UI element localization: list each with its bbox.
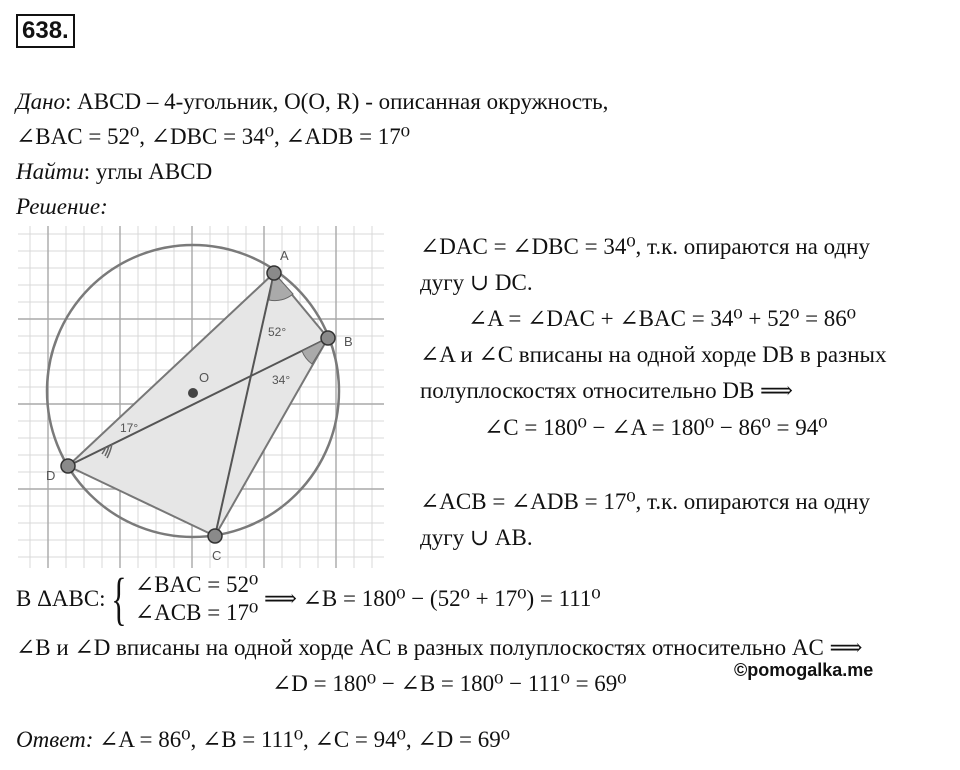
problem-number: 638.	[16, 14, 75, 48]
find-text: : углы ABCD	[83, 159, 213, 184]
system-equations	[135, 571, 258, 627]
right-line-1: ∠DAC = ∠DBC = 34⁰, т.к. опираются на одну	[420, 234, 870, 259]
vertex-c	[208, 529, 222, 543]
given-text-1: : ABCD – 4-угольник, O(O, R) - описанная окружность,	[65, 89, 609, 114]
d-line: ∠D = 180⁰ − ∠B = 180⁰ − 111⁰ = 69⁰	[272, 671, 627, 696]
label-o: O	[199, 370, 210, 385]
system-eq-1: ∠BAC = 52⁰	[134, 572, 259, 597]
vertex-d	[61, 459, 75, 473]
given-line-2: ∠BAC = 52⁰, ∠DBC = 34⁰, ∠ADB = 17⁰	[16, 124, 411, 149]
answer-line	[16, 724, 510, 756]
triangle-result: ⟹ ∠B = 180⁰ − (52⁰ + 17⁰) = 111⁰	[263, 586, 601, 611]
label-angle-17: 17°	[120, 421, 139, 435]
center-point-o	[188, 388, 198, 398]
vertex-b	[321, 331, 335, 345]
label-d: D	[46, 468, 56, 483]
find-line	[16, 156, 212, 188]
given-label: Дано	[16, 89, 66, 114]
right-line-8: дугу ∪ AB.	[420, 525, 533, 550]
label-c: C	[212, 548, 222, 563]
triangle-system	[16, 566, 601, 631]
geometry-figure	[18, 226, 384, 568]
right-line-6: ∠C = 180⁰ − ∠A = 180⁰ − 86⁰ = 94⁰	[484, 415, 828, 440]
system-eq-2: ∠ACB = 17⁰	[134, 600, 259, 625]
right-line-2: дугу ∪ DC.	[420, 270, 533, 295]
bd-line: ∠B и ∠D вписаны на одной хорде AC в разных полуплоскостях относительно AC ⟹	[16, 635, 863, 660]
label-angle-52: 52°	[268, 325, 287, 339]
vertex-a	[267, 266, 281, 280]
label-a: A	[280, 248, 289, 263]
right-line-4: ∠A и ∠C вписаны на одной хорде DB в разных	[420, 342, 887, 367]
watermark: ©pomogalka.me	[734, 660, 874, 680]
answer-label: Ответ:	[16, 727, 94, 752]
triangle-prefix: В ΔABC:	[16, 586, 106, 611]
label-b: B	[344, 334, 353, 349]
answer-text: ∠A = 86⁰, ∠B = 111⁰, ∠C = 94⁰, ∠D = 69⁰	[99, 727, 510, 752]
right-line-5: полуплоскостях относительно DB ⟹	[420, 378, 794, 403]
right-line-7: ∠ACB = ∠ADB = 17⁰, т.к. опираются на одну	[420, 489, 870, 514]
label-angle-34: 34°	[272, 373, 291, 387]
find-label: Найти	[16, 159, 84, 184]
right-line-3: ∠A = ∠DAC + ∠BAC = 34⁰ + 52⁰ = 86⁰	[468, 306, 857, 331]
system-brace: {	[111, 566, 127, 631]
given-line-1	[16, 86, 608, 118]
solution-label: Решение:	[16, 194, 108, 219]
